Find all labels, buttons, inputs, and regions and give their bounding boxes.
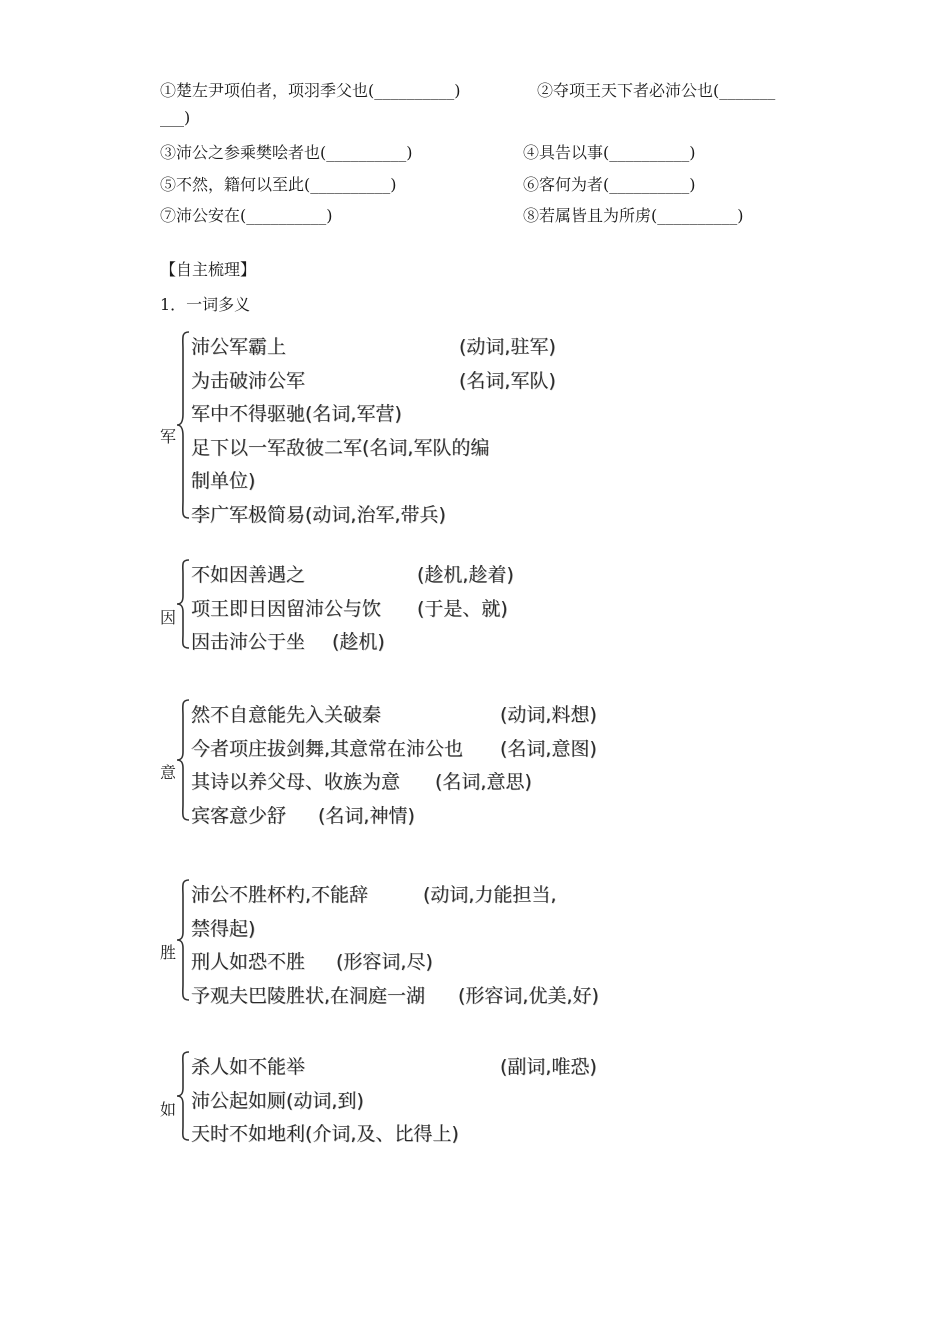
exercise-item-4: ④具告以事(__________) [523, 143, 696, 162]
polysemy-gloss: (趁机,趁着) [417, 564, 514, 586]
polysemy-char: 因 [160, 608, 177, 627]
exercise-item-3: ③沛公之参乘樊哙者也(__________) [160, 143, 413, 162]
brace-icon [176, 698, 190, 822]
polysemy-gloss: (于是、就) [417, 598, 508, 620]
exercise-item-2: ②夺项王天下者必沛公也(_______ [537, 81, 776, 100]
exercise-item-8: ⑧若属皆且为所虏(__________) [523, 206, 744, 225]
polysemy-entry: 天时不如地利(介词,及、比得上) [191, 1123, 459, 1145]
polysemy-entry: 军中不得驱驰(名词,军营) [191, 403, 402, 425]
polysemy-gloss: (形容词,优美,好) [458, 985, 599, 1007]
polysemy-entry: 禁得起) [191, 918, 256, 940]
exercise-item-7: ⑦沛公安在(__________) [160, 206, 333, 225]
polysemy-gloss: (副词,唯恐) [500, 1056, 597, 1078]
polysemy-entry: 宾客意少舒 [191, 805, 287, 827]
polysemy-entry: 今者项庄拔剑舞,其意常在沛公也 [191, 738, 464, 760]
polysemy-entry: 足下以一军敌彼二军(名词,军队的编 [191, 437, 490, 459]
brace-icon [176, 878, 190, 1002]
polysemy-entry: 杀人如不能举 [191, 1056, 306, 1078]
polysemy-entry: 项王即日因留沛公与饮 [191, 598, 382, 620]
exercise-item-1: ①楚左尹项伯者，项羽季父也(__________) [160, 81, 461, 100]
polysemy-entry: 刑人如恐不胜 [191, 951, 306, 973]
polysemy-gloss: (名词,意思) [435, 771, 532, 793]
polysemy-gloss: (动词,驻军) [459, 336, 556, 358]
section-subtitle: 1．一词多义 [160, 295, 251, 314]
polysemy-entry: 予观夫巴陵胜状,在洞庭一湖 [191, 985, 426, 1007]
polysemy-gloss: (形容词,尽) [336, 951, 433, 973]
polysemy-char: 胜 [160, 943, 177, 962]
brace-icon [176, 1050, 190, 1142]
polysemy-entry: 因击沛公于坐 [191, 631, 306, 653]
section-title: 【自主梳理】 [160, 260, 257, 279]
exercise-item-2-continued: ___) [160, 108, 191, 127]
brace-icon [176, 558, 190, 650]
polysemy-entry: 其诗以养父母、收族为意 [191, 771, 401, 793]
polysemy-entry: 沛公军霸上 [191, 336, 287, 358]
polysemy-entry: 沛公不胜杯杓,不能辞 [191, 884, 369, 906]
polysemy-entry: 制单位) [191, 470, 256, 492]
exercise-item-5: ⑤不然，籍何以至此(__________) [160, 175, 397, 194]
polysemy-entry: 为击破沛公军 [191, 370, 306, 392]
polysemy-char: 如 [160, 1100, 177, 1119]
polysemy-gloss: (名词,意图) [500, 738, 597, 760]
polysemy-entry: 然不自意能先入关破秦 [191, 704, 382, 726]
polysemy-char: 意 [160, 763, 177, 782]
polysemy-gloss: (趁机) [332, 631, 385, 653]
polysemy-entry: 不如因善遇之 [191, 564, 306, 586]
polysemy-entry: 李广军极简易(动词,治军,带兵) [191, 504, 446, 526]
polysemy-gloss: (动词,力能担当, [423, 884, 557, 906]
exercise-item-6: ⑥客何为者(__________) [523, 175, 696, 194]
polysemy-gloss: (动词,料想) [500, 704, 597, 726]
polysemy-entry: 沛公起如厕(动词,到) [191, 1090, 364, 1112]
polysemy-char: 军 [160, 427, 177, 446]
polysemy-gloss: (名词,神情) [318, 805, 415, 827]
polysemy-gloss: (名词,军队) [459, 370, 556, 392]
brace-icon [176, 330, 190, 520]
